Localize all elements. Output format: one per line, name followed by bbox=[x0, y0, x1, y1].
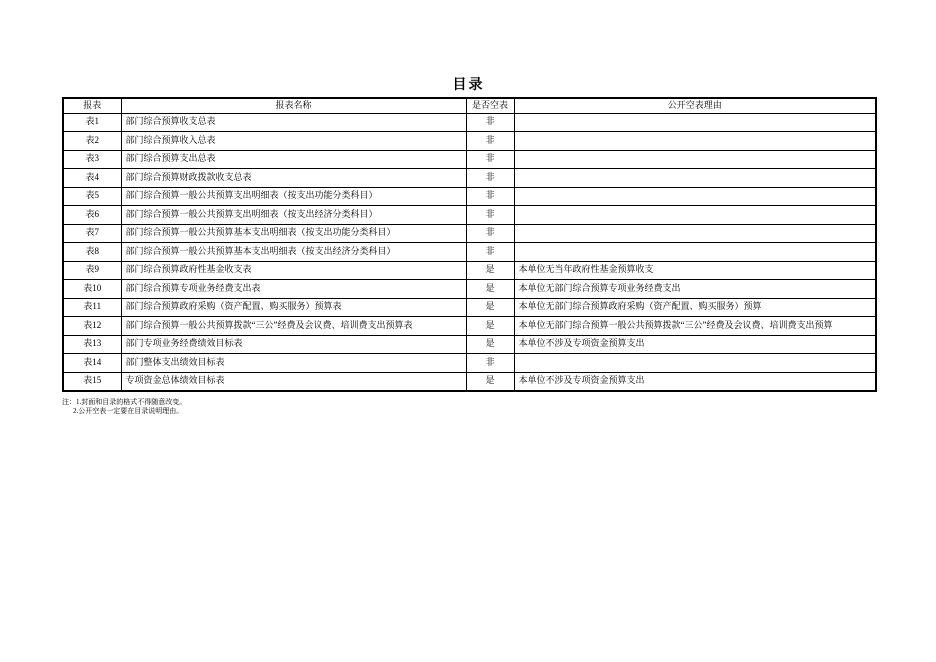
toc-table bbox=[62, 97, 877, 392]
notes bbox=[62, 398, 186, 416]
empty-flag: 非 bbox=[466, 169, 514, 188]
table-row bbox=[63, 169, 876, 188]
report-id: 表1 bbox=[63, 113, 121, 132]
report-id: 表9 bbox=[63, 261, 121, 280]
report-name: 部门综合预算一般公共预算基本支出明细表（按支出功能分类科目） bbox=[121, 224, 466, 243]
empty-reason bbox=[514, 224, 876, 243]
table-row bbox=[63, 298, 876, 317]
empty-flag: 非 bbox=[466, 113, 514, 132]
header-empty-flag: 是否空表 bbox=[466, 98, 514, 113]
empty-reason: 本单位不涉及专项资金预算支出 bbox=[514, 372, 876, 391]
report-id: 表3 bbox=[63, 150, 121, 169]
empty-reason: 本单位不涉及专项资金预算支出 bbox=[514, 335, 876, 354]
table-row bbox=[63, 317, 876, 336]
table-row bbox=[63, 335, 876, 354]
report-name: 专项资金总体绩效目标表 bbox=[121, 372, 466, 391]
report-name: 部门综合预算政府性基金收支表 bbox=[121, 261, 466, 280]
report-name: 部门综合预算政府采购（资产配置、购买服务）预算表 bbox=[121, 298, 466, 317]
table-header-row bbox=[63, 98, 876, 113]
report-name: 部门综合预算一般公共预算支出明细表（按支出功能分类科目） bbox=[121, 187, 466, 206]
report-id: 表14 bbox=[63, 354, 121, 373]
table-row bbox=[63, 261, 876, 280]
empty-reason: 本单位无部门综合预算一般公共预算拨款“三公”经费及会议费、培训费支出预算 bbox=[514, 317, 876, 336]
report-id: 表5 bbox=[63, 187, 121, 206]
report-name: 部门专项业务经费绩效目标表 bbox=[121, 335, 466, 354]
empty-reason bbox=[514, 169, 876, 188]
report-name: 部门综合预算收入总表 bbox=[121, 132, 466, 151]
toc-table-body bbox=[63, 113, 876, 391]
table-row bbox=[63, 243, 876, 262]
empty-flag: 是 bbox=[466, 298, 514, 317]
empty-flag: 非 bbox=[466, 224, 514, 243]
table-row bbox=[63, 113, 876, 132]
empty-reason bbox=[514, 150, 876, 169]
empty-flag: 是 bbox=[466, 372, 514, 391]
report-id: 表6 bbox=[63, 206, 121, 225]
empty-flag: 是 bbox=[466, 317, 514, 336]
report-name: 部门综合预算一般公共预算拨款“三公”经费及会议费、培训费支出预算表 bbox=[121, 317, 466, 336]
empty-reason: 本单位无部门综合预算政府采购（资产配置、购买服务）预算 bbox=[514, 298, 876, 317]
header-report-name: 报表名称 bbox=[121, 98, 466, 113]
empty-flag: 是 bbox=[466, 261, 514, 280]
empty-flag: 非 bbox=[466, 150, 514, 169]
report-name: 部门综合预算支出总表 bbox=[121, 150, 466, 169]
note-line-1: 注：1.封面和目录的格式不得随意改变。 bbox=[62, 398, 187, 406]
empty-reason bbox=[514, 132, 876, 151]
empty-flag: 是 bbox=[466, 335, 514, 354]
report-name: 部门综合预算财政拨款收支总表 bbox=[121, 169, 466, 188]
empty-flag: 非 bbox=[466, 206, 514, 225]
report-id: 表10 bbox=[63, 280, 121, 299]
empty-reason: 本单位无部门综合预算专项业务经费支出 bbox=[514, 280, 876, 299]
report-id: 表8 bbox=[63, 243, 121, 262]
empty-flag: 是 bbox=[466, 280, 514, 299]
report-name: 部门综合预算收支总表 bbox=[121, 113, 466, 132]
report-id: 表7 bbox=[63, 224, 121, 243]
empty-reason bbox=[514, 113, 876, 132]
report-name: 部门综合预算一般公共预算支出明细表（按支出经济分类科目） bbox=[121, 206, 466, 225]
report-name: 部门综合预算一般公共预算基本支出明细表（按支出经济分类科目） bbox=[121, 243, 466, 262]
report-id: 表11 bbox=[63, 298, 121, 317]
empty-reason bbox=[514, 243, 876, 262]
report-id: 表2 bbox=[63, 132, 121, 151]
report-id: 表13 bbox=[63, 335, 121, 354]
report-id: 表12 bbox=[63, 317, 121, 336]
empty-reason bbox=[514, 206, 876, 225]
empty-flag: 非 bbox=[466, 243, 514, 262]
empty-reason: 本单位无当年政府性基金预算收支 bbox=[514, 261, 876, 280]
table-row bbox=[63, 280, 876, 299]
table-row bbox=[63, 150, 876, 169]
report-id: 表4 bbox=[63, 169, 121, 188]
empty-flag: 非 bbox=[466, 354, 514, 373]
page-title: 目录 bbox=[452, 78, 485, 93]
empty-reason bbox=[514, 187, 876, 206]
empty-reason bbox=[514, 354, 876, 373]
header-empty-reason: 公开空表理由 bbox=[514, 98, 876, 113]
empty-flag: 非 bbox=[466, 132, 514, 151]
table-row bbox=[63, 206, 876, 225]
table-row bbox=[63, 132, 876, 151]
table-row bbox=[63, 224, 876, 243]
table-row bbox=[63, 354, 876, 373]
table-row bbox=[63, 187, 876, 206]
empty-flag: 非 bbox=[466, 187, 514, 206]
report-id: 表15 bbox=[63, 372, 121, 391]
note-line-2: 2.公开空表一定要在目录说明理由。 bbox=[73, 407, 184, 415]
report-name: 部门综合预算专项业务经费支出表 bbox=[121, 280, 466, 299]
table-row bbox=[63, 372, 876, 391]
report-name: 部门整体支出绩效目标表 bbox=[121, 354, 466, 373]
header-report-id: 报表 bbox=[63, 98, 121, 113]
